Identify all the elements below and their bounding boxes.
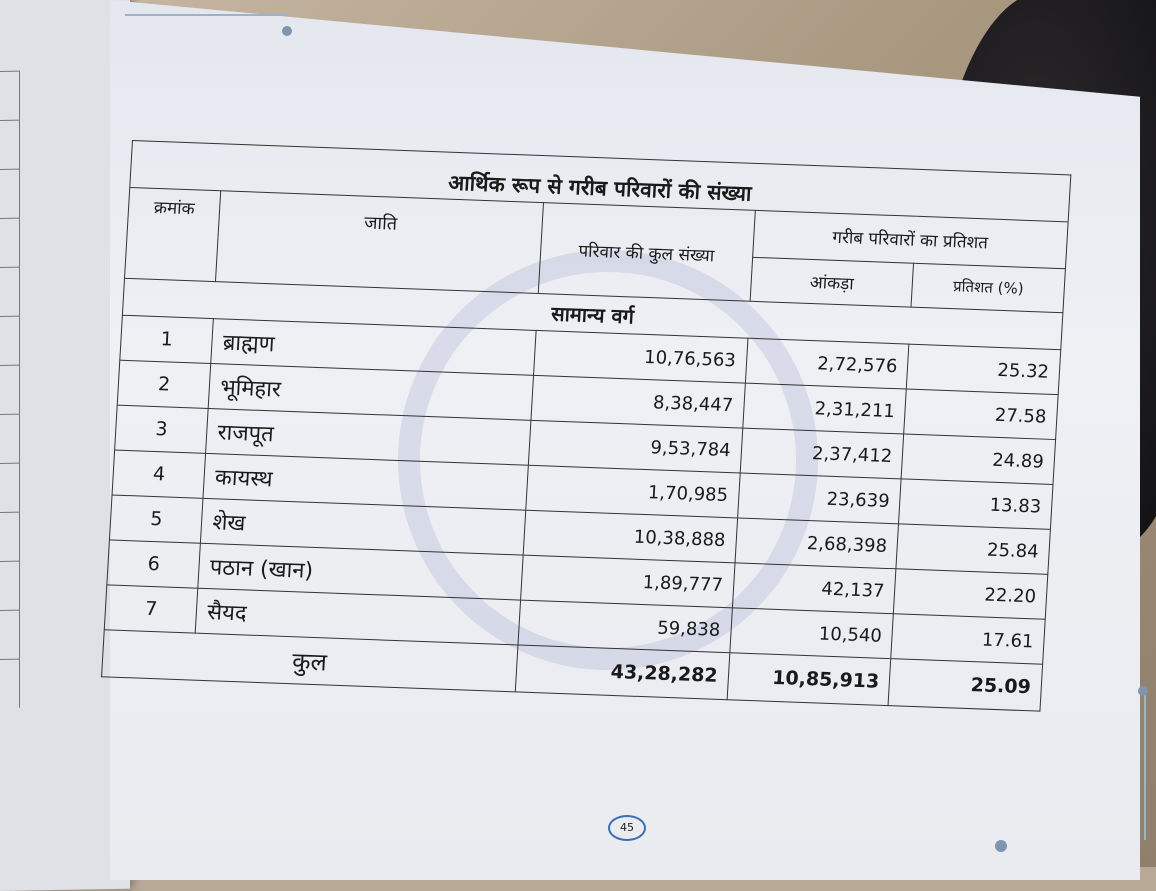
row-total-families: 10,38,888 (523, 510, 737, 563)
side-decoration-dot (1138, 686, 1148, 696)
left-page-table-edge (0, 71, 20, 712)
page-number: 45 (608, 815, 646, 841)
header-total-families: परिवार की कुल संख्या (538, 203, 755, 302)
total-poor-value: 10,85,913 (727, 653, 891, 706)
row-caste: सैयद (196, 588, 521, 645)
row-poor-count: 10,540 (729, 608, 893, 659)
page-decoration-line (125, 14, 290, 16)
total-label: कुल (102, 630, 518, 692)
page-decoration-dot (282, 26, 292, 36)
row-serial: 5 (109, 495, 203, 543)
row-caste: भूमिहार (209, 364, 534, 421)
row-poor-percent: 22.20 (894, 569, 1048, 619)
row-caste: ब्राह्मण (211, 319, 536, 376)
row-caste: कायस्थ (203, 453, 528, 510)
section-heading: सामान्य वर्ग (122, 278, 1062, 349)
row-poor-count: 2,72,576 (745, 338, 909, 389)
row-poor-count: 2,68,398 (735, 518, 899, 569)
row-poor-percent: 25.84 (896, 524, 1050, 574)
row-poor-percent: 17.61 (891, 614, 1045, 664)
header-count: आंकड़ा (750, 257, 914, 307)
side-decoration-line (1144, 690, 1146, 840)
bottom-decoration-dot (995, 840, 1007, 852)
total-percent-value: 25.09 (888, 659, 1042, 711)
row-serial: 2 (117, 360, 211, 408)
table-title: आर्थिक रूप से गरीब परिवारों की संख्या (130, 141, 1071, 222)
row-total-families: 59,838 (518, 600, 732, 653)
row-serial: 1 (120, 315, 214, 363)
row-serial: 7 (104, 585, 198, 633)
row-total-families: 1,70,985 (525, 465, 739, 518)
header-percent: प्रतिशत (%) (911, 263, 1065, 313)
row-total-families: 1,89,777 (520, 555, 734, 608)
row-caste: शेख (201, 498, 526, 555)
row-poor-count: 23,639 (737, 473, 901, 524)
row-caste: राजपूत (206, 408, 531, 465)
row-poor-percent: 24.89 (901, 434, 1055, 484)
row-caste: पठान (खान) (198, 543, 523, 600)
row-total-families: 9,53,784 (528, 420, 742, 473)
row-poor-count: 2,31,211 (742, 383, 906, 434)
poor-families-table (101, 140, 1071, 712)
total-families-value: 43,28,282 (515, 645, 729, 700)
row-serial: 6 (107, 540, 201, 588)
row-serial: 3 (115, 405, 209, 453)
row-poor-percent: 25.32 (907, 344, 1061, 394)
row-poor-count: 2,37,412 (740, 428, 904, 479)
header-serial: क्रमांक (125, 187, 222, 281)
row-total-families: 8,38,447 (531, 375, 745, 428)
row-poor-percent: 27.58 (904, 389, 1058, 439)
row-poor-count: 42,137 (732, 563, 896, 614)
row-serial: 4 (112, 450, 206, 498)
header-poor-families-group: गरीब परिवारों का प्रतिशत (752, 210, 1068, 268)
poor-families-table-wrapper (98, 140, 1091, 764)
row-total-families: 10,76,563 (533, 330, 747, 383)
header-caste: जाति (216, 191, 543, 294)
row-poor-percent: 13.83 (899, 479, 1053, 529)
